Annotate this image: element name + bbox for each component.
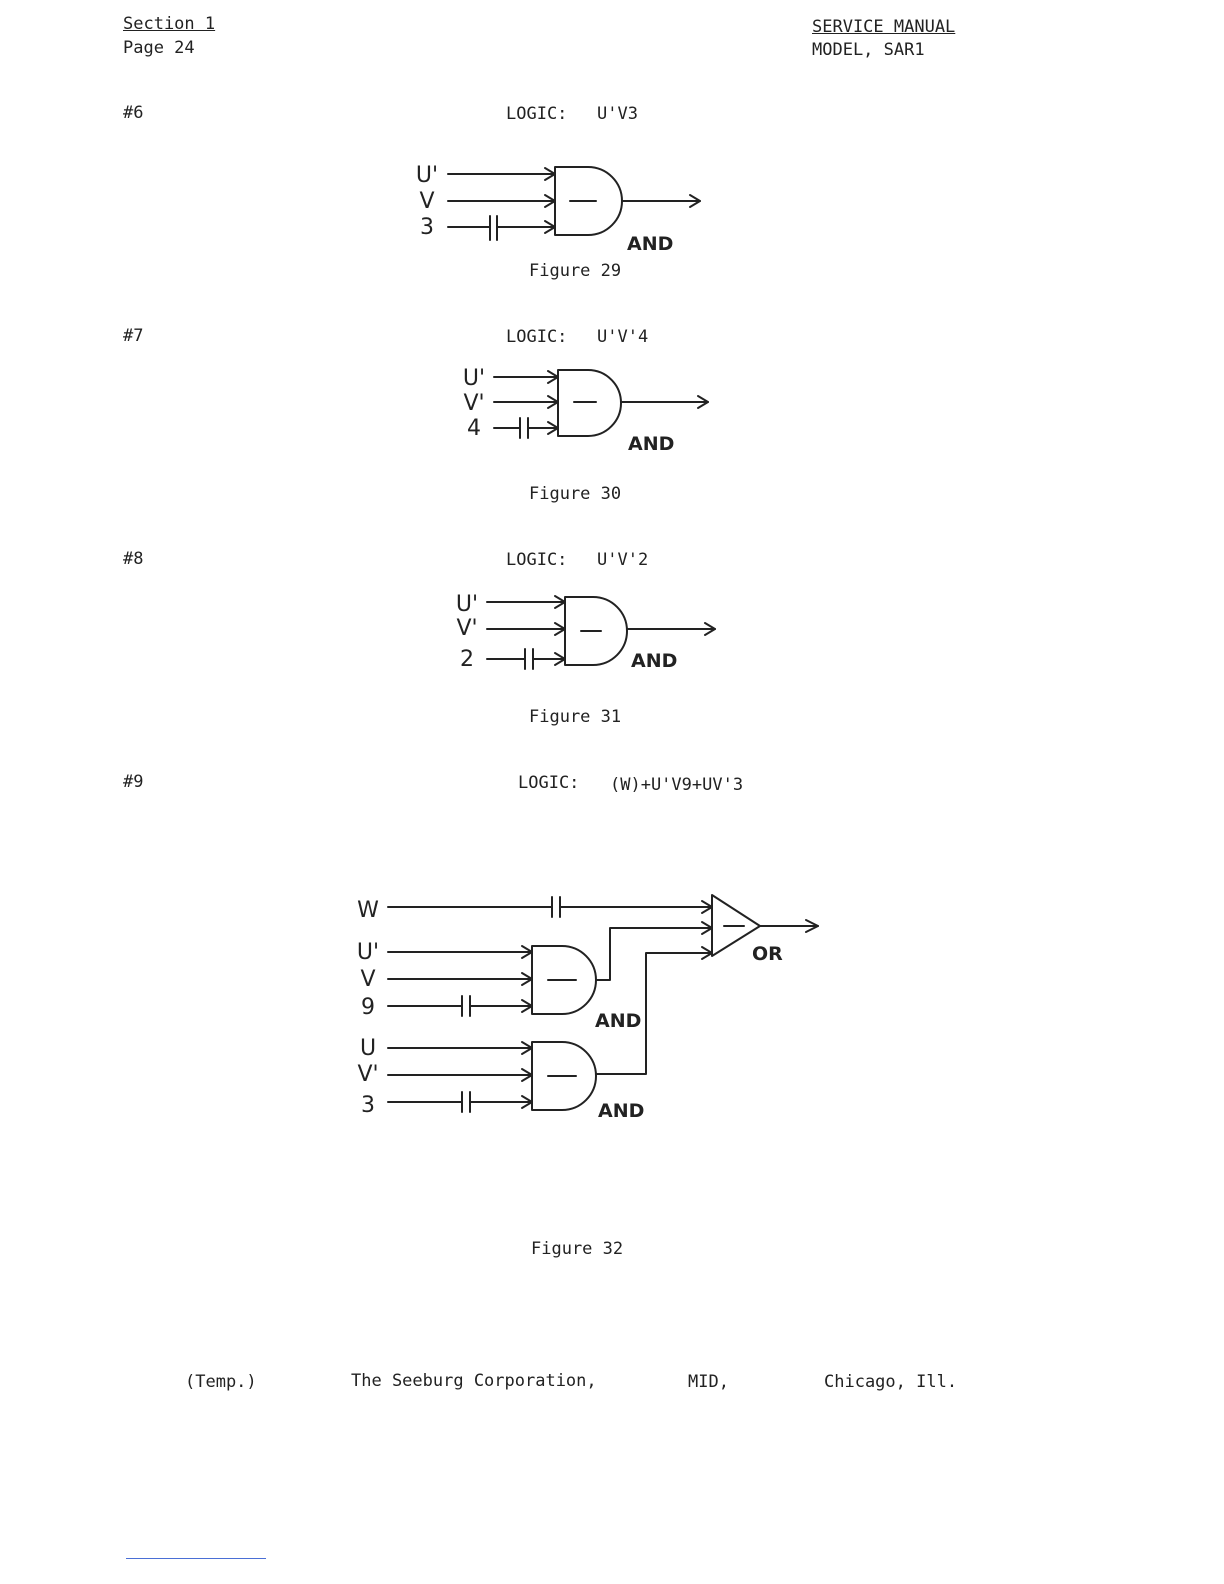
gate-label: AND	[595, 1010, 642, 1032]
gate-label: OR	[752, 943, 783, 965]
input-label: U'	[356, 940, 380, 965]
logic-expression: U'V3	[597, 104, 638, 124]
manual-title: SERVICE MANUAL	[812, 17, 956, 37]
logic-expression: U'V'4	[597, 327, 649, 347]
input-label: 9	[361, 995, 375, 1020]
logic-expression: U'V'2	[597, 550, 649, 570]
bottom-rule	[126, 1558, 266, 1559]
gate-label: AND	[598, 1100, 645, 1122]
item-number: #9	[123, 772, 144, 792]
model-label: MODEL, SAR1	[812, 40, 925, 60]
logic-expression: (W)+U'V9+UV'3	[610, 775, 744, 795]
input-label: U'	[462, 366, 486, 391]
input-label: V'	[456, 616, 478, 641]
and-gate-diagram	[445, 585, 735, 680]
input-label: U'	[455, 592, 479, 617]
footer-temp: (Temp.)	[185, 1372, 257, 1392]
input-label: U	[359, 1036, 377, 1061]
footer-company: The Seeburg Corporation,	[351, 1371, 597, 1391]
and-gate-diagram	[450, 360, 730, 460]
logic-label: LOGIC:	[518, 773, 580, 793]
input-label: W	[357, 898, 379, 923]
gate-label: AND	[627, 233, 674, 255]
logic-label: LOGIC:	[506, 104, 568, 124]
footer-dept: MID,	[688, 1372, 729, 1392]
figure-caption: Figure 29	[529, 261, 622, 281]
input-label: V'	[357, 1062, 379, 1087]
figure-caption: Figure 31	[529, 707, 622, 727]
input-label: U'	[415, 163, 439, 188]
input-label: 4	[467, 416, 481, 441]
item-number: #6	[123, 103, 144, 123]
and-or-logic-diagram	[340, 880, 840, 1130]
and-gate-diagram	[400, 150, 720, 260]
item-number: #8	[123, 549, 144, 569]
section-label: Section 1	[123, 14, 216, 34]
gate-label: AND	[628, 433, 675, 455]
input-label: 3	[420, 215, 434, 240]
footer-city: Chicago, Ill.	[824, 1372, 958, 1392]
input-label: 3	[361, 1093, 375, 1118]
figure-caption: Figure 32	[531, 1239, 624, 1259]
input-label: V'	[463, 391, 485, 416]
logic-label: LOGIC:	[506, 327, 568, 347]
gate-label: AND	[631, 650, 678, 672]
input-label: V	[419, 189, 435, 214]
page-number: Page 24	[123, 38, 195, 58]
figure-caption: Figure 30	[529, 484, 622, 504]
input-label: V	[360, 967, 376, 992]
logic-label: LOGIC:	[506, 550, 568, 570]
item-number: #7	[123, 326, 144, 346]
input-label: 2	[460, 647, 474, 672]
